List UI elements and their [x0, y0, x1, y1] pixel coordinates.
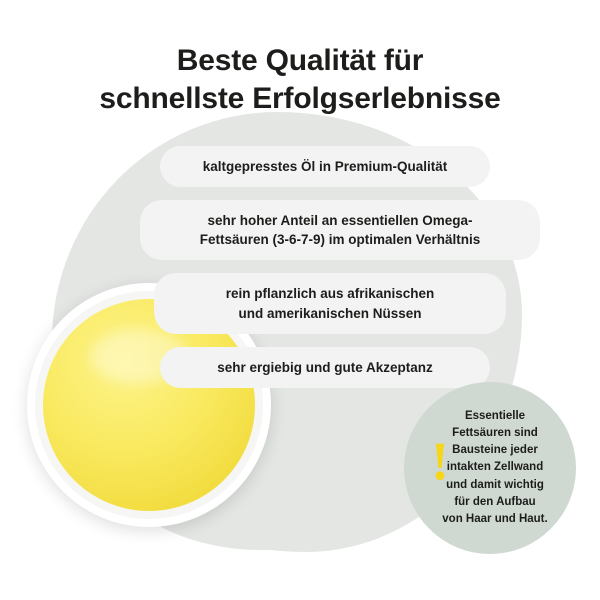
- feature-item-3-line-1: rein pflanzlich aus afrikanischen: [225, 286, 435, 302]
- feature-item-1: [160, 146, 490, 187]
- feature-item-4: [160, 347, 490, 388]
- page-title-line-2: schnellste Erfolgserlebnisse: [99, 82, 501, 116]
- feature-list: [140, 146, 540, 401]
- info-callout-circle: [404, 382, 576, 554]
- info-callout-line-2: Fettsäuren sind: [452, 426, 538, 439]
- info-callout-line-5: und damit wichtig: [446, 478, 544, 491]
- feature-item-3: [154, 273, 506, 333]
- info-callout-line-3: Bausteine jeder: [452, 444, 538, 457]
- page-title: [0, 42, 600, 119]
- info-callout-line-4: intakten Zellwand: [446, 461, 544, 474]
- feature-item-4-text: sehr ergiebig und gute Akzeptanz: [217, 359, 433, 375]
- feature-item-1-text: kaltgepresstes Öl in Premium-Qualität: [202, 159, 448, 174]
- feature-item-2-line-1: sehr hoher Anteil an essentiellen Omega-: [207, 213, 473, 229]
- exclamation-icon: !: [431, 431, 449, 491]
- feature-item-2-line-2: Fettsäuren (3-6-7-9) im optimalen Verhältnis: [199, 232, 481, 248]
- info-callout-line-7: von Haar und Haut.: [442, 513, 548, 526]
- feature-item-3-line-2: und amerikanischen Nüssen: [238, 305, 422, 321]
- info-callout-line-6: für den Aufbau: [454, 495, 536, 508]
- feature-item-2: [140, 200, 540, 260]
- page-title-line-1: Beste Qualität für: [176, 44, 424, 77]
- info-callout-line-1: Essentielle: [464, 409, 526, 422]
